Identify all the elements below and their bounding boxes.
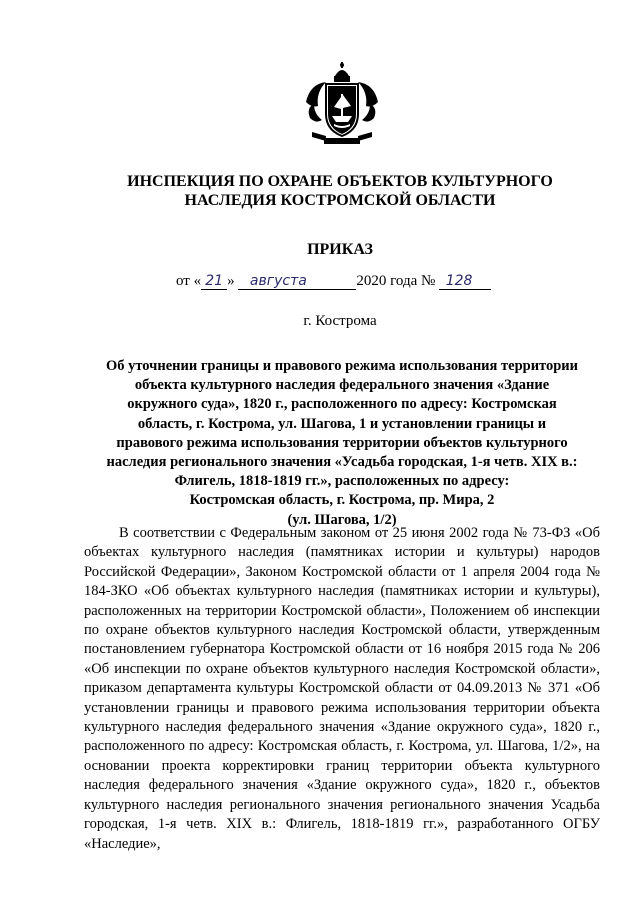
subject-line: область, г. Кострома, ул. Шагова, 1 и установлении границы и (137, 415, 547, 432)
subject-line: Костромская область, г. Кострома, пр. Мира, 2 (189, 492, 495, 509)
subject-line: наследия регионального значения «Усадьба городская, 1-я четв. XIX в.: (106, 454, 578, 471)
coat-of-arms-icon (304, 62, 380, 146)
org-name-line-2: НАСЛЕДИЯ КОСТРОМСКОЙ ОБЛАСТИ (184, 192, 496, 209)
handwritten-month: августа (249, 273, 307, 289)
issuing-organization (60, 172, 620, 210)
subject-line: объекта культурного наследия федерального значения «Здание (134, 377, 550, 394)
date-quote-close: » (227, 273, 235, 289)
year-and-number-label: 2020 года № (356, 273, 436, 289)
handwritten-order-number: 128 (445, 273, 473, 289)
subject-line: Флигель, 1818-1819 гг.», расположенных по адресу: (174, 473, 510, 490)
city-of-issue: г. Кострома (303, 313, 377, 329)
day-field (201, 273, 227, 290)
document-title: ПРИКАЗ (307, 241, 373, 258)
body-paragraph: В соответствии с Федеральным законом от 25 июня 2002 года № 73-ФЗ «Об объектах культурного наследия (памятниках истории и культуры) народов Российской Федерации», Законом Костромской области от 1 апреля 2004 года № 184-ЗКО «Об объектах культурного наследия (памятниках истории и культуры), расположенных на территории Костромской области», Положением об инспекции по охране объектов культурного наследия Костромской области, утвержденным постановлением губернатора Костромской области от 16 ноября 2015 года № 206 «Об инспекции по охране объектов культурного наследия Костромской области», приказом департамента культуры Костромской области от 04.09.2013 № 371 «Об установлении границы и правового режима использования территории объекта культурного наследия федерального значения «Здание окружного суда», 1820 г., расположенного по адресу: Костромская область, г. Кострома, ул. Шагова, 1/2», на основании проекта корректировки границ территории объекта культурного наследия федерального значения «Здание окружного суда», 1820 г., объектов культурного наследия регионального значения регионального значения Усадьба городская, 1-я четв. XIX в.: Флигель, 1818-1819 гг.», разработанного ОГБУ «Наследие», (84, 525, 600, 852)
handwritten-day: 21 (205, 273, 224, 289)
date-prefix: от « (176, 273, 202, 289)
number-field (439, 273, 491, 290)
order-subject (84, 357, 600, 530)
month-field (238, 273, 356, 290)
subject-line: (ул. Шагова, 1/2) (287, 511, 397, 528)
subject-line: Об уточнении границы и правового режима использования территории (105, 358, 579, 374)
subject-line: правового режима использования территории объектов культурного (116, 434, 568, 451)
order-date-number-line (176, 273, 491, 290)
subject-line: окружного суда», 1820 г., расположенного по адресу: Костромская (127, 396, 557, 413)
org-name-line-1: ИНСПЕКЦИЯ ПО ОХРАНЕ ОБЪЕКТОВ КУЛЬТУРНОГО (127, 173, 553, 190)
